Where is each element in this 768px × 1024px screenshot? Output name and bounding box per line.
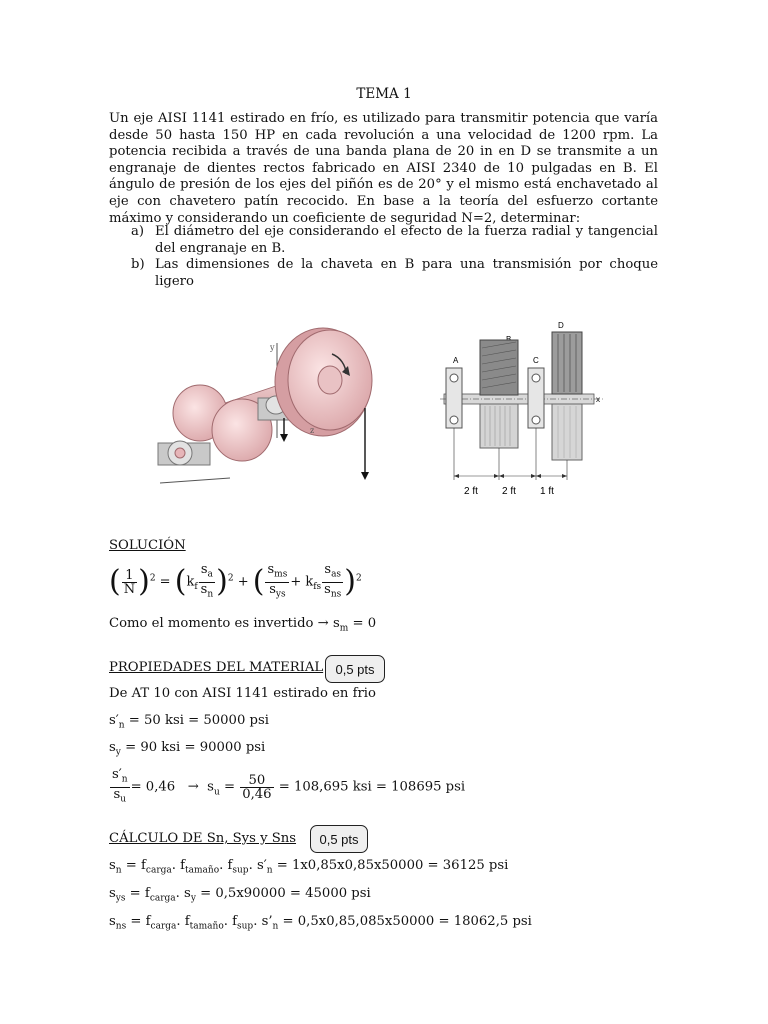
inverted-moment-note: Como el momento es invertido → $s_m = 0$ — [109, 616, 377, 634]
calc-heading: CÁLCULO DE Sn, Sys y Sns — [109, 831, 297, 846]
sn-line: $s_n = f_{carga}$. $f_{tamaño}$. $f_{sup}$. $s'_n = 1x0,85x0,85x50000 = 36125$ psi — [109, 858, 509, 876]
points-badge: 0,5 pts — [325, 655, 385, 683]
safety-equation: ( $\frac{1}{N}$ )$^2 = (k_f$ $\frac{s_a}{s_n}$ )$^2$ + ( $\frac{s_{ms}}{s_{ys}}$ + $k_{fs}$ $\frac{s_{as}}{s_{ns}}$ )$^2$ — [109, 562, 362, 600]
sys-value: = 0,5x90000 = 45000 psi — [200, 886, 371, 901]
label-x: x — [596, 395, 600, 404]
su-value: = 108,695 ksi = 108695 psi — [278, 779, 466, 795]
sys-line: $s_{ys} = f_{carga}$. $s_y = 0,5x90000 = 45000$ psi — [109, 886, 371, 904]
material-heading: PROPIEDADES DEL MATERIAL — [109, 660, 324, 675]
list-item — [109, 257, 658, 290]
list-item-text: Las dimensiones de la chaveta en B para una transmisión por choque ligero — [155, 257, 658, 289]
dim-ab: 2 ft — [464, 486, 478, 497]
list-marker: b) — [131, 257, 145, 273]
page-title: TEMA 1 — [356, 86, 412, 102]
sy-line: $s_y = 90$ ksi = 90000 psi — [109, 740, 266, 758]
shaft-isometric-figure — [150, 318, 380, 493]
note-text: Como el momento es invertido → — [109, 616, 333, 631]
list-item-text: El diámetro del eje considerando el efecto de la fuerza radial y tangencial del engranaje en B. — [155, 224, 658, 256]
sn-prime-value: = 50 ksi = 50000 psi — [128, 713, 269, 728]
dim-cd: 1 ft — [540, 486, 554, 497]
label-a: A — [453, 356, 459, 365]
axis-y-label: y — [270, 343, 275, 352]
su-line: $\frac{s'_n}{s_u}$ = $0,46 \to s_u$ = $\frac{50}{0,46}$ = 108,695 ksi = 108695 psi — [112, 767, 466, 805]
sns-value: = 0,5x0,85,085x50000 = 18062,5 psi — [282, 914, 532, 929]
label-d: D — [558, 321, 564, 330]
list-marker: a) — [131, 224, 145, 239]
dim-bc: 2 ft — [502, 486, 516, 497]
ratio-value: = 0,46 — [130, 779, 176, 795]
label-c: C — [533, 356, 539, 365]
solution-heading: SOLUCIÓN — [109, 538, 186, 553]
axis-z-label: z — [310, 426, 315, 435]
shaft-schematic-figure — [440, 318, 610, 504]
material-source: De AT 10 con AISI 1141 estirado en frio — [109, 686, 376, 701]
su-denominator: 0,46 — [242, 786, 272, 802]
su-numerator: 50 — [240, 774, 273, 788]
sn-value: = 1x0,85x0,85x50000 = 36125 psi — [276, 858, 509, 873]
sn-prime-line: $s'_n = 50$ ksi = 50000 psi — [109, 713, 269, 731]
question-list — [109, 224, 658, 290]
points-badge: 0,5 pts — [310, 825, 368, 853]
problem-statement: Un eje AISI 1141 estirado en frío, es utilizado para transmitir potencia que varía desde 50 hasta 150 HP en cada revolución a una velocidad de 1200 rpm. La potencia recibida a través de una banda plana de 20 in en D se transmite a un engranaje de dientes rectos fabricado en AISI 2340 de 10 pulgadas en B. El ángulo de presión de los ejes del piñón es de 20° y el mismo está enchavetado al eje con chavetero patín recocido. En base a la teoría del esfuerzo cortante máximo y considerando un coeficiente de seguridad N=2, determinar: — [109, 111, 658, 226]
sns-line: $s_{ns} = f_{carga}$. $f_{tamaño}$. $f_{sup}$. $s’_n = 0,5x0,85,085x50000 = 18062,5$ psi — [109, 914, 532, 932]
sy-value: = 90 ksi = 90000 psi — [125, 740, 266, 755]
list-item — [109, 224, 658, 257]
sm-value: = 0 — [352, 616, 377, 631]
